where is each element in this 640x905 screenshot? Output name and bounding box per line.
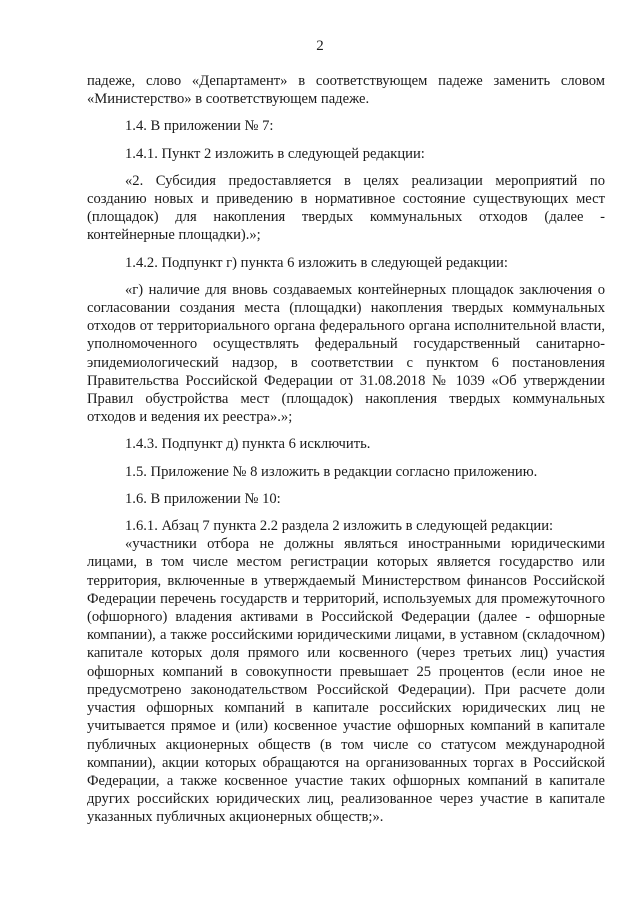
paragraph-1-6-1: 1.6.1. Абзац 7 пункта 2.2 раздела 2 изложить в следующей редакции: [125, 518, 554, 535]
paragraph-1-4: 1.4. В приложении № 7: [125, 118, 274, 135]
page-number: 2 [316, 38, 324, 54]
paragraph-continuation: падеже, слово «Департамент» в соответствующем падеже заменить словом «Министерство» в соответствующем падеже. [87, 73, 605, 108]
paragraph-1-6: 1.6. В приложении № 10: [125, 490, 281, 507]
paragraph-1-4-1: 1.4.1. Пункт 2 изложить в следующей редакции: [125, 145, 425, 162]
paragraph-1-4-2: 1.4.2. Подпункт г) пункта 6 изложить в следующей редакции: [125, 254, 508, 271]
quote-subparagraph-g: «г) наличие для вновь создаваемых контейнерных площадок заключения о согласовании создания места (площадки) накопления твердых коммунальных отходов от территориального органа федерального органа исполнительной власти, уполномоченного осуществлять федеральный государственный санитарно-эпидемиологический надзор, в соответствии с пунктом 6 постановления Правительства Российской Федерации от 31.08.2018 № 1039 «Об утверждении Правил обустройства мест (площадок) накопления твердых коммунальных отходов и ведения их реестра».»; [87, 281, 605, 426]
paragraph-1-4-3: 1.4.3. Подпункт д) пункта 6 исключить. [125, 436, 371, 453]
document-body [87, 72, 605, 827]
quote-subsidy: «2. Субсидия предоставляется в целях реализации мероприятий по созданию новых и приведению в нормативное состояние существующих мест (площадок) для накопления твердых коммунальных отходов (далее - контейнерные площадки).»; [87, 172, 605, 244]
paragraph-1-5: 1.5. Приложение № 8 изложить в редакции согласно приложению. [125, 463, 538, 480]
quote-offshore: «участники отбора не должны являться иностранными юридическими лицами, в том числе местом регистрации которых является государство или территория, включенные в утверждаемый Министерством финансов Российской Федерации перечень государств и территорий, используемых для промежуточного (офшорного) владения активами в Российской Федерации (далее - офшорные компании), а также российскими юридическими лицами, в уставном (складочном) капитале которых доля прямого или косвенного (через третьих лиц) участия офшорных компаний в совокупности превышает 25 процентов (если иное не предусмотрено законодательством Российской Федерации). При расчете доли участия офшорных компаний в капитале российских юридических лиц не учитывается прямое и (или) косвенное участие офшорных компаний в капитале публичных акционерных обществ (в том числе со статусом международной компании), акции которых обращаются на организованных торгах в Российской Федерации, а также косвенное участие таких офшорных компаний в капитале других российских юридических лиц, реализованное через участие в капитале указанных публичных акционерных обществ;». [87, 536, 605, 826]
